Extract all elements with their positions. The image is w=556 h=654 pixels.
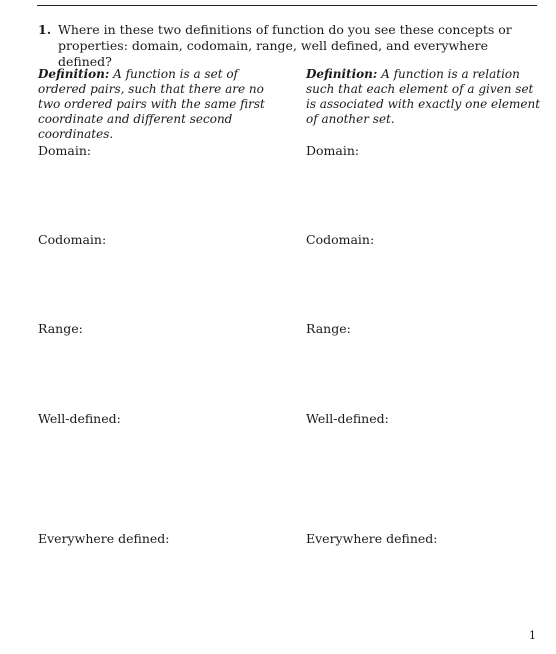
left-codomain-label: Codomain: bbox=[38, 232, 107, 247]
left-definition bbox=[38, 67, 273, 142]
question-1 bbox=[38, 22, 528, 70]
page-number: 1 bbox=[529, 629, 536, 642]
right-domain-label: Domain: bbox=[306, 143, 360, 158]
right-definition-column bbox=[306, 67, 541, 127]
right-well-defined-label: Well-defined: bbox=[306, 411, 389, 426]
left-definition-column bbox=[38, 67, 273, 142]
right-range-label: Range: bbox=[306, 321, 351, 336]
left-definition-text: A function is a set of ordered pairs, such that there are no two ordered pairs with the same first coordinate and different second coordinates. bbox=[38, 67, 265, 141]
right-codomain-label: Codomain: bbox=[306, 232, 375, 247]
right-definition-label: Definition: bbox=[306, 67, 378, 81]
question-number: 1. bbox=[38, 22, 52, 37]
left-everywhere-defined-label: Everywhere defined: bbox=[38, 531, 170, 546]
left-domain-label: Domain: bbox=[38, 143, 92, 158]
left-definition-label: Definition: bbox=[38, 67, 110, 81]
top-divider bbox=[37, 5, 537, 6]
left-well-defined-label: Well-defined: bbox=[38, 411, 121, 426]
right-definition-text: A function is a relation such that each element of a given set is associated with exactly one element of another set. bbox=[306, 67, 541, 126]
right-everywhere-defined-label: Everywhere defined: bbox=[306, 531, 438, 546]
question-text: Where in these two definitions of function do you see these concepts or properties: domain, codomain, range, well defined, and everywhere defined? bbox=[58, 22, 512, 69]
right-definition bbox=[306, 67, 541, 127]
left-range-label: Range: bbox=[38, 321, 83, 336]
